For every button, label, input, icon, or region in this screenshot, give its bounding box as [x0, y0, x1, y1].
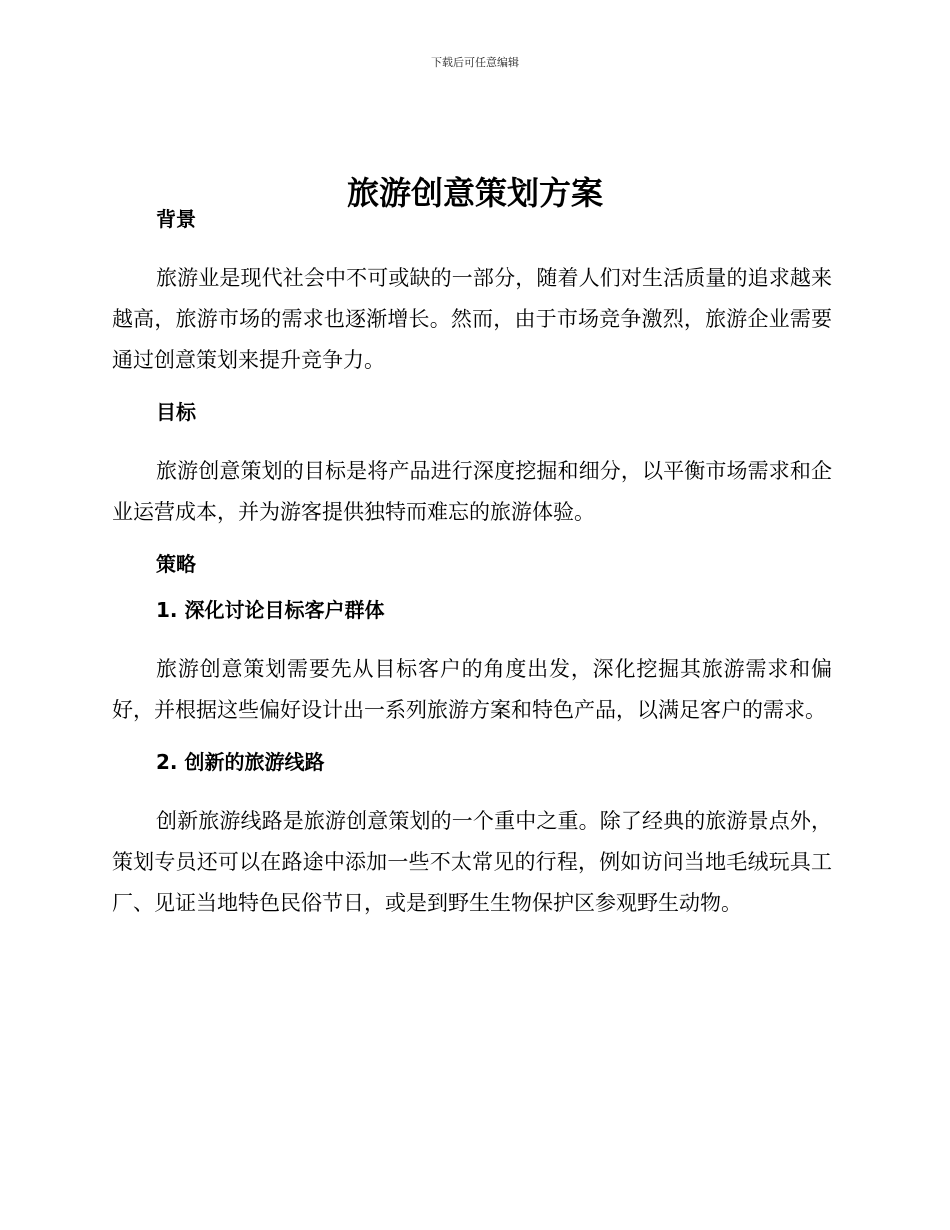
document-body [112, 204, 832, 924]
document-title: 旅游创意策划方案 [346, 174, 603, 213]
section-text-goal: 旅游创意策划的目标是将产品进行深度挖掘和细分，以平衡市场需求和企业运营成本，并为游客提供独特而难忘的旅游体验。 [112, 459, 832, 524]
subsection-text-innovative-routes: 创新旅游线路是旅游创意策划的一个重中之重。除了经典的旅游景点外，策划专员还可以在路途中添加一些不太常见的行程，例如访问当地毛绒玩具工厂、见证当地特色民俗节日，或是到野生生物保护区参观野生动物。 [112, 809, 832, 915]
subsection-text-target-customers: 旅游创意策划需要先从目标客户的角度出发，深化挖掘其旅游需求和偏好，并根据这些偏好设计出一系列旅游方案和特色产品，以满足客户的需求。 [112, 657, 832, 722]
subsection-heading-target-customers: 1. 深化讨论目标客户群体 [156, 598, 385, 622]
section-text-background: 旅游业是现代社会中不可或缺的一部分，随着人们对生活质量的追求越来越高，旅游市场的需求也逐渐增长。然而，由于市场竞争激烈，旅游企业需要通过创意策划来提升竞争力。 [112, 266, 832, 372]
subsection-heading-innovative-routes: 2. 创新的旅游线路 [156, 750, 325, 774]
section-heading-background: 背景 [156, 207, 196, 231]
section-heading-strategy: 策略 [156, 552, 196, 576]
section-heading-goal: 目标 [156, 400, 196, 424]
page-header-note: 下载后可任意编辑 [431, 56, 519, 69]
